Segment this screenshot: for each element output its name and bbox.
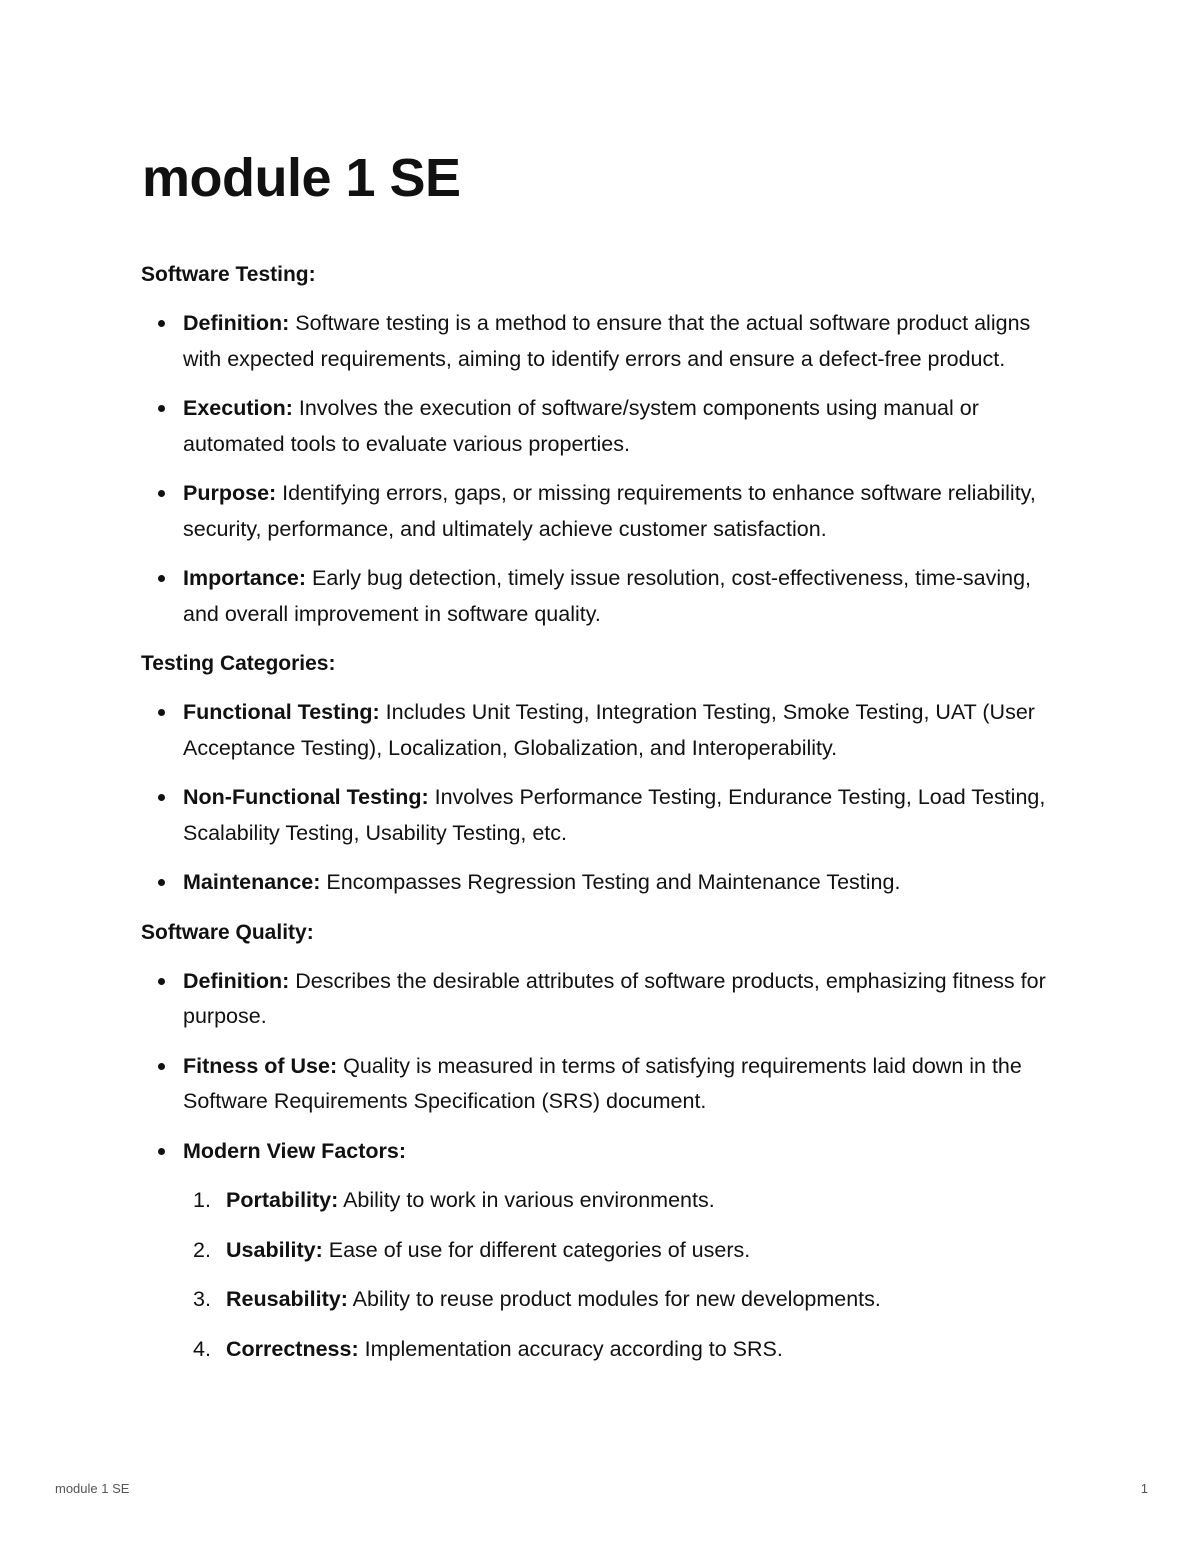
numbered-item bbox=[183, 1183, 1061, 1219]
item-label: Non-Functional Testing: bbox=[183, 785, 429, 809]
item-text: Encompasses Regression Testing and Maintenance Testing. bbox=[320, 870, 901, 894]
item-label: Definition: bbox=[183, 968, 290, 993]
bullet-icon bbox=[158, 1148, 165, 1155]
list-item bbox=[141, 1134, 1061, 1368]
item-label: Functional Testing: bbox=[183, 700, 380, 724]
page-title: module 1 SE bbox=[142, 148, 461, 208]
item-text: Early bug detection, timely issue resolution, cost-effectiveness, time-saving, and overall improvement in software quality. bbox=[183, 566, 1032, 626]
item-text: Describes the desirable attributes of software products, emphasizing fitness for purpose. bbox=[183, 968, 1046, 1028]
item-text: Ease of use for different categories of users. bbox=[322, 1237, 751, 1262]
item-label: Reusability: bbox=[226, 1287, 348, 1311]
numbered-item bbox=[183, 1233, 1061, 1269]
item-label: Fitness of Use: bbox=[183, 1053, 338, 1078]
bullet-icon bbox=[158, 978, 165, 985]
list-item bbox=[141, 561, 1061, 632]
item-label: Correctness: bbox=[226, 1336, 359, 1361]
list-item bbox=[141, 391, 1061, 462]
item-label: Portability: bbox=[226, 1188, 339, 1212]
bullet-icon bbox=[158, 490, 165, 497]
bullet-icon bbox=[158, 1063, 165, 1070]
software-quality-list bbox=[141, 964, 1061, 1368]
list-item bbox=[141, 780, 1061, 851]
item-label: Importance: bbox=[183, 566, 307, 590]
item-label: Execution: bbox=[183, 396, 293, 420]
item-number: 3. bbox=[193, 1287, 211, 1311]
list-item bbox=[141, 865, 1061, 901]
testing-categories-list bbox=[141, 695, 1061, 901]
document-body bbox=[141, 257, 1061, 1381]
item-number: 4. bbox=[193, 1336, 211, 1361]
item-text: Software testing is a method to ensure that the actual software product aligns with expected requirements, aiming to identify errors and ensure a defect-free product. bbox=[183, 311, 1031, 371]
numbered-item bbox=[183, 1332, 1061, 1368]
item-label: Purpose: bbox=[183, 481, 277, 505]
footer-page-number: 1 bbox=[1140, 1481, 1148, 1496]
list-item bbox=[141, 306, 1061, 377]
section-heading-software-quality: Software Quality: bbox=[141, 920, 314, 944]
item-text: Involves the execution of software/system components using manual or automated tools to evaluate various properties. bbox=[183, 396, 979, 456]
item-label: Modern View Factors: bbox=[183, 1138, 407, 1163]
item-text: Identifying errors, gaps, or missing requirements to enhance software reliability, security, performance, and ultimately achieve customer satisfaction. bbox=[183, 481, 1036, 541]
footer-document-title: module 1 SE bbox=[55, 1481, 130, 1496]
list-item bbox=[141, 476, 1061, 547]
item-text: Implementation accuracy according to SRS. bbox=[358, 1336, 783, 1361]
bullet-icon bbox=[158, 794, 165, 801]
item-label: Usability: bbox=[226, 1237, 323, 1262]
item-text: Ability to reuse product modules for new developments. bbox=[347, 1287, 881, 1311]
item-text: Involves Performance Testing, Endurance Testing, Load Testing, Scalability Testing, Usability Testing, etc. bbox=[183, 785, 1046, 845]
numbered-item bbox=[183, 1282, 1061, 1318]
item-number: 2. bbox=[193, 1237, 211, 1262]
section-heading-software-testing: Software Testing: bbox=[141, 263, 316, 286]
list-item bbox=[141, 964, 1061, 1035]
item-number: 1. bbox=[193, 1188, 211, 1212]
item-text: Ability to work in various environments. bbox=[338, 1188, 715, 1212]
section-heading-testing-categories: Testing Categories: bbox=[141, 652, 336, 675]
bullet-icon bbox=[158, 575, 165, 582]
software-testing-list bbox=[141, 306, 1061, 632]
item-label: Definition: bbox=[183, 311, 290, 335]
bullet-icon bbox=[158, 405, 165, 412]
item-text: Quality is measured in terms of satisfying requirements laid down in the Software Requirements Specification (SRS) document. bbox=[183, 1053, 1022, 1113]
bullet-icon bbox=[158, 709, 165, 716]
list-item bbox=[141, 1049, 1061, 1120]
item-text: Includes Unit Testing, Integration Testing, Smoke Testing, UAT (User Acceptance Testing), Localization, Globalization, and Interoperability. bbox=[183, 700, 1035, 760]
modern-view-factors-list bbox=[183, 1183, 1061, 1367]
bullet-icon bbox=[158, 879, 165, 886]
item-label: Maintenance: bbox=[183, 870, 321, 894]
list-item bbox=[141, 695, 1061, 766]
bullet-icon bbox=[158, 320, 165, 327]
